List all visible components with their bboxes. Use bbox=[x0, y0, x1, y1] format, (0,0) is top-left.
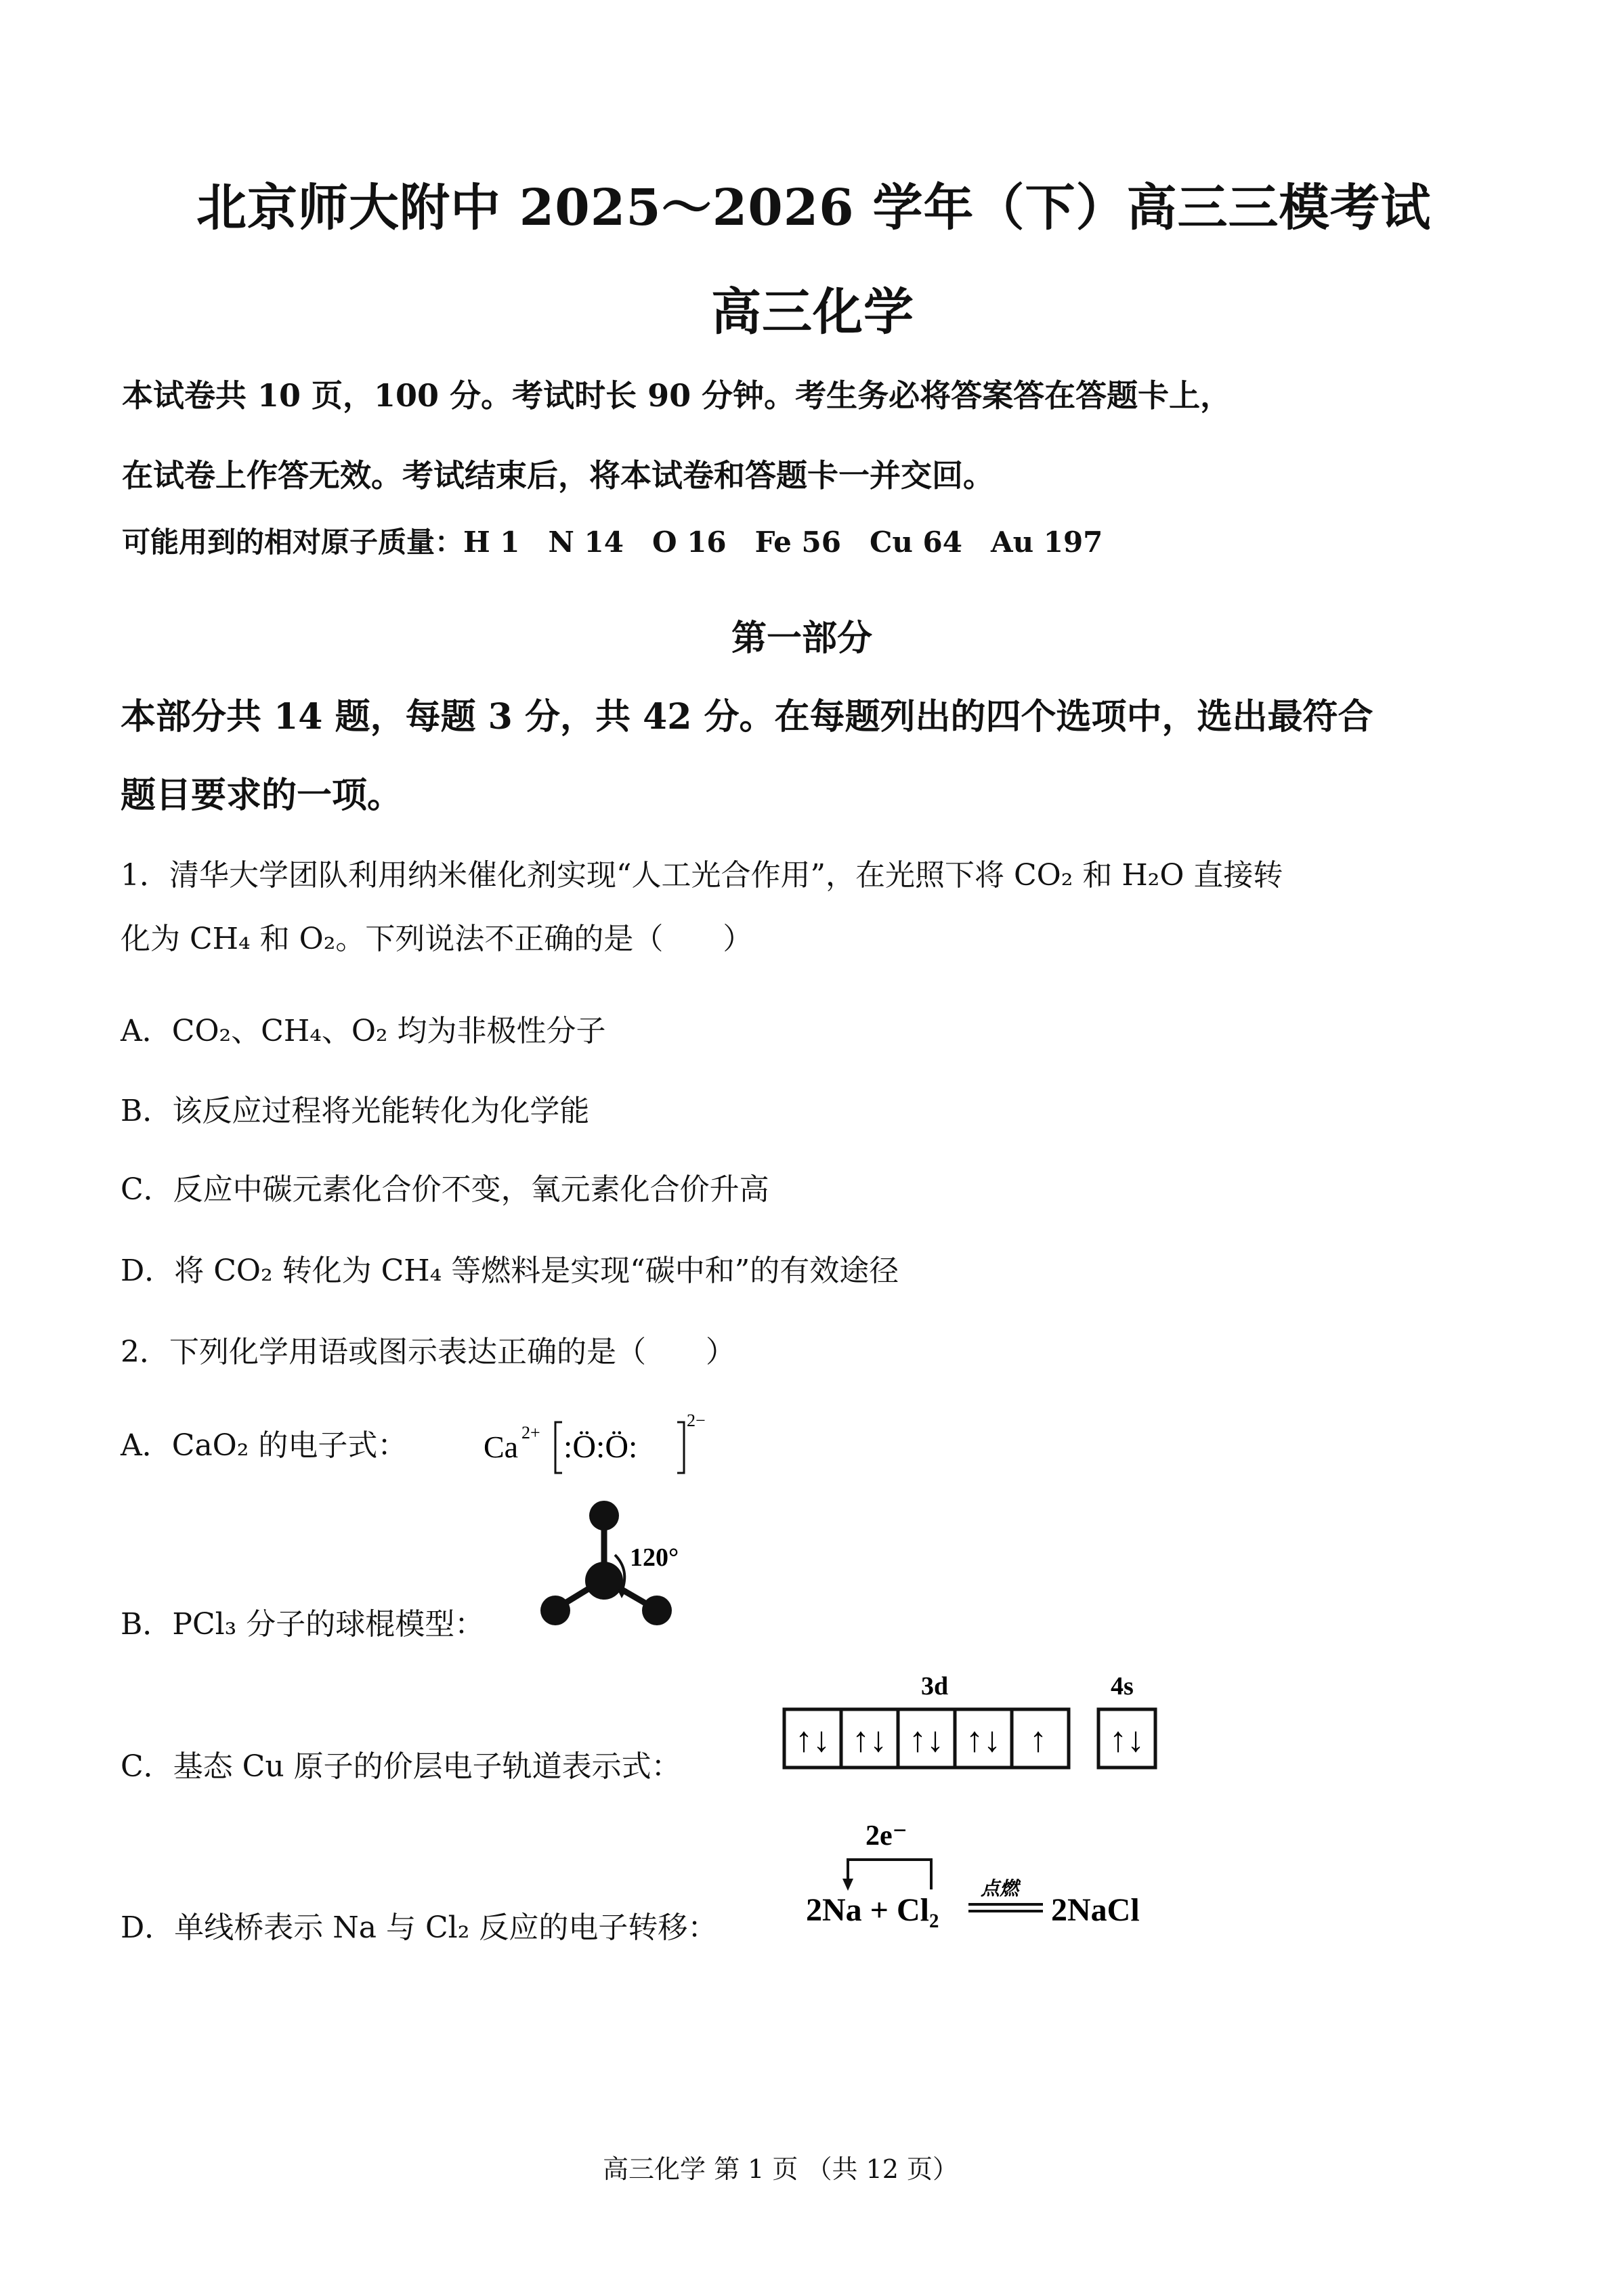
bridge-arrow-icon bbox=[842, 1879, 853, 1891]
orbital-4s-1: ↑↓ bbox=[1109, 1721, 1145, 1759]
electron-bridge-line bbox=[848, 1860, 931, 1889]
products: 2NaCl bbox=[1051, 1892, 1140, 1928]
reaction-condition: 点燃 bbox=[981, 1879, 1019, 1900]
pcl3-ball-stick-model bbox=[528, 1490, 704, 1646]
q1-stem-line-2: 化为 CH₄ 和 O₂。下列说法不正确的是（ ） bbox=[121, 922, 753, 956]
label-4s: 4s bbox=[1111, 1672, 1134, 1700]
orbital-3d-1: ↑↓ bbox=[795, 1721, 830, 1759]
left-bracket bbox=[555, 1422, 562, 1473]
transferred-electrons: 2e⁻ bbox=[866, 1820, 907, 1852]
q2-option-b: B．PCl₃ 分子的球棍模型： bbox=[121, 1607, 485, 1642]
atomic-masses: 可能用到的相对原子质量：H 1 N 14 O 16 Fe 56 Cu 64 Au 197 bbox=[122, 526, 1103, 559]
q2-option-a: A．CaO₂ 的电子式： bbox=[121, 1428, 408, 1463]
cu-orbital-diagram bbox=[779, 1666, 1172, 1781]
chlorine-atom-right bbox=[642, 1596, 672, 1625]
part-heading: 第一部分 bbox=[731, 618, 873, 659]
peroxide-anion: :Ö:Ö: bbox=[563, 1429, 638, 1465]
exam-title: 北京师大附中 2025～2026 学年（下）高三三模考试 bbox=[196, 179, 1432, 237]
notice-line-1: 本试卷共 10 页，100 分。考试时长 90 分钟。考生务必将答案答在答题卡上， bbox=[122, 377, 1232, 414]
notice-line-2: 在试卷上作答无效。考试结束后，将本试卷和答题卡一并交回。 bbox=[122, 457, 994, 494]
cao2-electron-formula bbox=[474, 1395, 731, 1483]
orbital-3d-3: ↑↓ bbox=[909, 1721, 944, 1759]
q1-option-b: B．该反应过程将光能转化为化学能 bbox=[121, 1094, 590, 1128]
na-cl2-electron-transfer bbox=[799, 1808, 1178, 1944]
q1-stem-line-1: 1．清华大学团队利用纳米催化剂实现“人工光合作用”，在光照下将 CO₂ 和 H₂O 直接转 bbox=[121, 858, 1283, 893]
chlorine-atom-left bbox=[540, 1596, 570, 1625]
q2-option-d: D．单线桥表示 Na 与 Cl₂ 反应的电子转移： bbox=[121, 1910, 718, 1945]
orbital-3d-4: ↑↓ bbox=[966, 1721, 1001, 1759]
orbital-3d-2: ↑↓ bbox=[852, 1721, 887, 1759]
q1-option-d: D．将 CO₂ 转化为 CH₄ 等燃料是实现“碳中和”的有效途径 bbox=[121, 1254, 899, 1288]
phosphorus-atom bbox=[585, 1562, 623, 1600]
page-footer: 高三化学 第 1 页 （共 12 页） bbox=[603, 2154, 959, 2184]
calcium-ion-symbol: Ca bbox=[484, 1430, 519, 1464]
anion-charge: 2− bbox=[687, 1411, 706, 1430]
reactants: 2Na + Cl₂ bbox=[806, 1892, 939, 1928]
q1-option-c: C．反应中碳元素化合价不变，氧元素化合价升高 bbox=[121, 1172, 769, 1207]
label-3d: 3d bbox=[921, 1672, 949, 1700]
part-instruction-line-1: 本部分共 14 题，每题 3 分，共 42 分。在每题列出的四个选项中，选出最符合 bbox=[121, 696, 1373, 737]
right-bracket bbox=[677, 1422, 684, 1473]
q1-option-a: A．CO₂、CH₄、O₂ 均为非极性分子 bbox=[121, 1014, 606, 1048]
chlorine-atom-top bbox=[589, 1501, 619, 1531]
q2-option-c: C．基态 Cu 原子的价层电子轨道表示式： bbox=[121, 1749, 681, 1784]
part-instruction-line-2: 题目要求的一项。 bbox=[121, 775, 403, 816]
bond-angle-label: 120° bbox=[630, 1543, 679, 1572]
orbital-3d-5: ↑ bbox=[1029, 1721, 1047, 1759]
exam-subject: 高三化学 bbox=[711, 283, 914, 341]
q2-stem: 2．下列化学用语或图示表达正确的是（ ） bbox=[121, 1335, 735, 1369]
calcium-ion-charge: 2+ bbox=[521, 1423, 540, 1442]
